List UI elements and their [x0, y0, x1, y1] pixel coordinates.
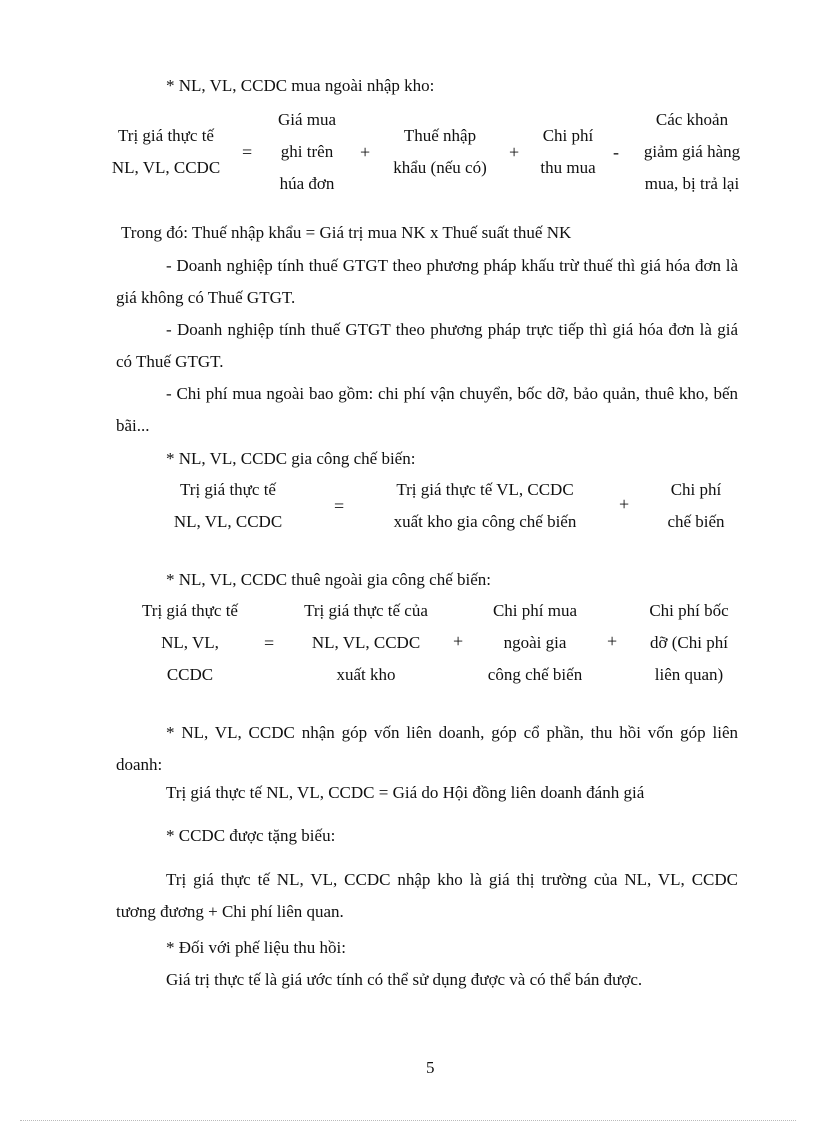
formula1-term1-line3: húa đơn	[279, 174, 335, 193]
formula1-term2-line2: khẩu (nếu có)	[393, 158, 487, 177]
formula2-result-line2: NL, VL, CCDC	[173, 512, 283, 531]
formula3-term2-line3: công chế biến	[487, 665, 583, 684]
formula3-plus2: +	[607, 631, 618, 651]
formula2-term1-line2: xuất kho gia công chế biến	[393, 512, 577, 531]
formula3-term1-line2: NL, VL, CCDC	[311, 633, 421, 652]
formula3-result	[124, 595, 256, 691]
section3-heading: * NL, VL, CCDC thuê ngoài gia công chế biến:	[166, 570, 491, 589]
formula1-plus1: +	[360, 142, 371, 162]
formula1-term1-line2: ghi trên	[280, 142, 334, 161]
import-tax-note: Trong đó: Thuế nhập khẩu = Giá trị mua NK x Thuế suất thuế NK	[121, 223, 572, 242]
formula3-term1	[292, 595, 440, 691]
section4-heading: * NL, VL, CCDC nhận góp vốn liên doanh, góp cổ phần, thu hồi vốn góp liên doanh:	[116, 723, 738, 774]
formula2-result	[150, 474, 306, 538]
section2-heading: * NL, VL, CCDC gia công chế biến:	[166, 449, 416, 468]
section6-heading: * Đối với phế liệu thu hồi:	[166, 938, 346, 957]
page-number: 5	[426, 1058, 435, 1077]
formula3-plus1: +	[453, 631, 464, 651]
formula1-term1-line1: Giá mua	[277, 110, 337, 129]
formula3-term3-line1: Chi phí bốc	[649, 601, 729, 620]
formula2-term2-line1: Chi phí	[670, 480, 722, 499]
formula3-term2-line1: Chi phí mua	[492, 601, 578, 620]
formula1-term2-line1: Thuế nhập	[403, 126, 477, 145]
formula3-term3-line2: dỡ (Chi phí	[650, 633, 728, 652]
formula3-equals: =	[264, 633, 275, 653]
formula2-term2	[648, 474, 744, 538]
formula1-term2	[380, 120, 500, 184]
formula3-term2	[470, 595, 600, 691]
section6-text: Giá trị thực tế là giá ước tính có thể sử dụng được và có thể bán được.	[166, 970, 643, 989]
formula1-term3-line1: Chi phí	[542, 126, 594, 145]
formula1-term3	[526, 120, 610, 184]
formula1-term4-line2: giảm giá hàng	[643, 142, 741, 161]
formula1-term4	[630, 104, 754, 200]
formula1-term4-line1: Các khoản	[655, 110, 729, 129]
formula3-result-line2: NL, VL,	[161, 633, 219, 652]
formula1-result-line1: Trị giá thực tế	[118, 126, 214, 145]
formula1-minus: -	[613, 142, 619, 162]
formula2-term1	[370, 474, 600, 538]
formula1-term4-line3: mua, bị trả lại	[644, 174, 740, 193]
formula2-equals: =	[334, 496, 345, 516]
formula3-term1-line3: xuất kho	[336, 665, 396, 684]
formula3-term2-line2: ngoài gia	[503, 633, 567, 652]
bullet-purchase-costs: - Chi phí mua ngoài bao gồm: chi phí vận chuyển, bốc dỡ, bảo quản, thuê kho, bến bãi...	[116, 384, 738, 435]
formula1-result-line2: NL, VL, CCDC	[111, 158, 221, 177]
formula2-term2-line2: chế biến	[667, 512, 725, 531]
section5-text: Trị giá thực tế NL, VL, CCDC nhập kho là giá thị trường của NL, VL, CCDC tương đương + Chi phí liên quan.	[116, 870, 738, 921]
section4-formula: Trị giá thực tế NL, VL, CCDC = Giá do Hội đồng liên doanh đánh giá	[166, 783, 645, 802]
formula1-term3-line2: thu mua	[540, 158, 596, 177]
formula2-term1-line1: Trị giá thực tế VL, CCDC	[396, 480, 574, 499]
formula1-plus2: +	[509, 142, 520, 162]
section1-heading: * NL, VL, CCDC mua ngoài nhập kho:	[166, 76, 435, 95]
formula3-term3-line3: liên quan)	[654, 665, 724, 684]
formula3-result-line3: CCDC	[166, 665, 214, 684]
formula3-term3	[630, 595, 748, 691]
formula3-result-line1: Trị giá thực tế	[142, 601, 238, 620]
formula2-result-line1: Trị giá thực tế	[180, 480, 276, 499]
section5-heading: * CCDC được tặng biếu:	[166, 826, 336, 845]
formula1-result	[100, 120, 232, 184]
page-bottom-rule	[20, 1120, 796, 1121]
formula1-equals: =	[242, 142, 253, 162]
bullet-direct-method: - Doanh nghiệp tính thuế GTGT theo phương pháp trực tiếp thì giá hóa đơn là giá có Thuế GTGT.	[116, 320, 738, 371]
formula1-term1	[262, 104, 352, 200]
bullet-deduction-method: - Doanh nghiệp tính thuế GTGT theo phương pháp khấu trừ thuế thì giá hóa đơn là giá không có Thuế GTGT.	[116, 256, 738, 307]
formula2-plus: +	[619, 494, 630, 514]
formula3-term1-line1: Trị giá thực tế của	[304, 601, 428, 620]
